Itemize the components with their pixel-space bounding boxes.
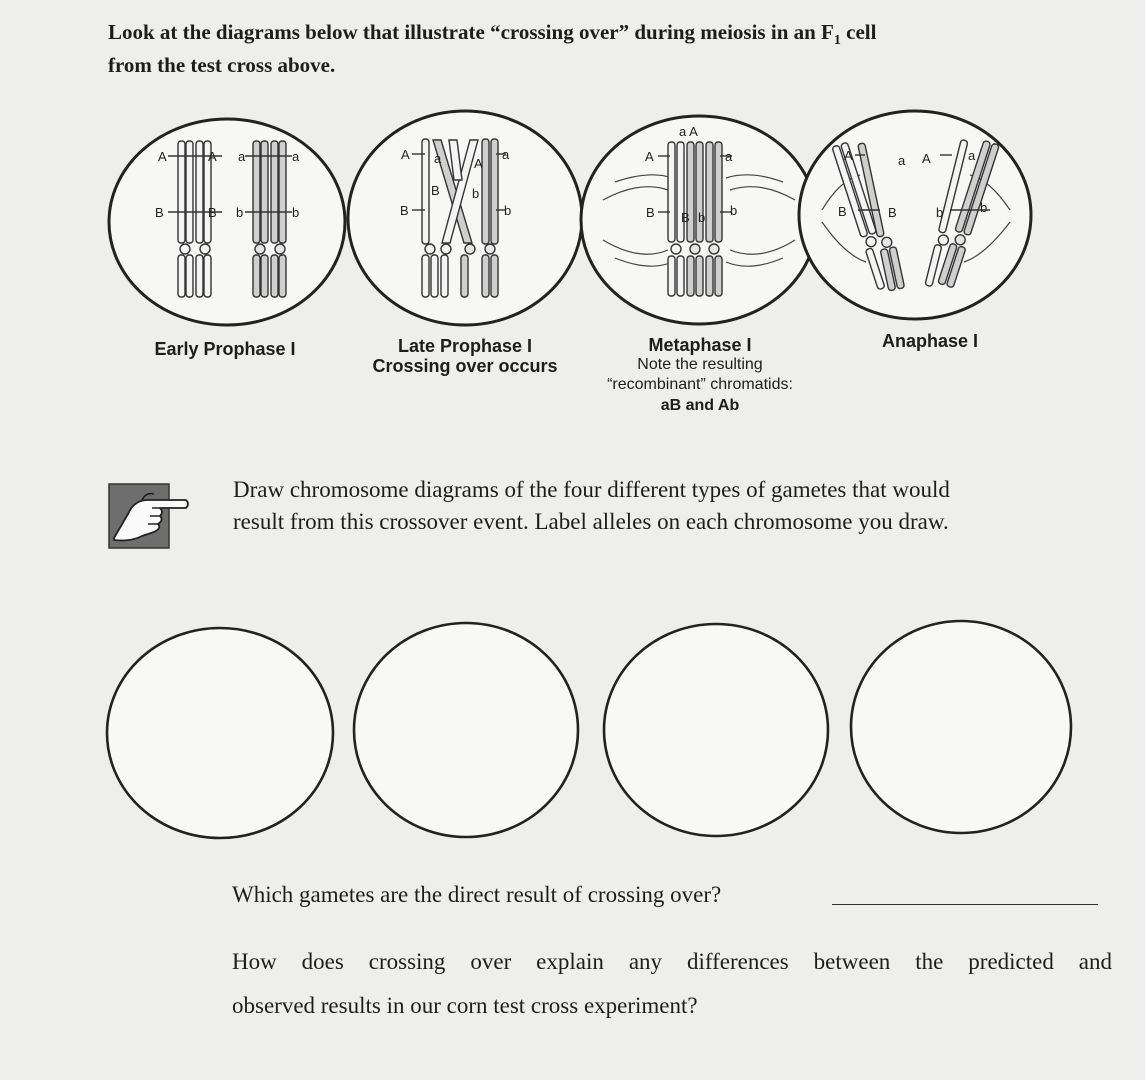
allele-label: a — [502, 147, 510, 162]
allele-label: b — [730, 203, 738, 218]
cell-anaphase — [799, 111, 1031, 319]
allele-label: b — [292, 205, 300, 220]
allele-label: B — [431, 183, 440, 198]
instruction-line-1: Draw chromosome diagrams of the four different types of gametes that would — [233, 477, 950, 502]
allele-label: A — [844, 148, 853, 163]
stage-title: Metaphase I — [648, 335, 752, 355]
allele-label: a — [725, 149, 733, 164]
stage-title: Anaphase I — [881, 331, 979, 351]
intro-text — [108, 20, 1028, 77]
allele-label: B — [681, 210, 690, 225]
cell-early-prophase — [109, 119, 345, 325]
stage-label-late-prophase — [355, 336, 575, 376]
question-2-line-2: observed results in our corn test cross experiment? — [232, 993, 698, 1018]
allele-label: b — [698, 210, 706, 225]
stage-note-recombinants: aB and Ab — [660, 397, 740, 414]
meiosis-diagram — [0, 100, 1145, 340]
intro-line-1 — [108, 20, 1028, 53]
intro-line-1-end: cell — [840, 20, 877, 44]
allele-label: B — [208, 205, 217, 220]
intro-line-2: from the test cross above. — [108, 53, 336, 77]
instruction-text — [233, 474, 1083, 538]
allele-label: b — [472, 186, 480, 201]
allele-label: A — [474, 156, 483, 171]
question-1: Which gametes are the direct result of crossing over? — [232, 882, 722, 907]
instruction-line-2: result from this crossover event. Label alleles on each chromosome you draw. — [233, 509, 949, 534]
question-2-line-1: How does crossing over explain any differences between the predicted and — [232, 949, 1112, 974]
allele-label: b — [936, 205, 944, 220]
allele-label: a — [968, 148, 976, 163]
gamete-circle-3[interactable] — [604, 624, 828, 836]
allele-label: a — [238, 149, 246, 164]
allele-label: A — [208, 149, 217, 164]
stage-label-metaphase — [580, 335, 820, 417]
stage-title: Late Prophase I — [397, 336, 533, 356]
stage-subtitle: Crossing over occurs — [372, 356, 558, 376]
allele-label: B — [838, 204, 847, 219]
gamete-circles — [0, 610, 1145, 850]
cell-late-prophase — [348, 111, 582, 325]
allele-label: B — [155, 205, 164, 220]
allele-label: a A — [679, 124, 698, 139]
cell-metaphase — [581, 116, 817, 324]
stage-note: Note the resulting — [637, 356, 763, 373]
allele-label: A — [922, 151, 931, 166]
stage-label-anaphase — [840, 331, 1020, 351]
allele-label: a — [292, 149, 300, 164]
allele-label: A — [645, 149, 654, 164]
allele-label: a — [898, 153, 906, 168]
allele-label: b — [236, 205, 244, 220]
allele-label: B — [400, 203, 409, 218]
allele-label: a — [434, 151, 442, 166]
allele-label: A — [401, 147, 410, 162]
gamete-circle-4[interactable] — [851, 621, 1071, 833]
answer-line-1[interactable] — [832, 904, 1098, 905]
pointing-hand-icon — [108, 478, 190, 550]
intro-subscript: 1 — [833, 33, 841, 48]
stage-label-early-prophase — [125, 339, 325, 359]
gamete-circle-1[interactable] — [107, 628, 333, 838]
allele-label: B — [646, 205, 655, 220]
allele-label: b — [504, 203, 512, 218]
stage-note: “recombinant” chromatids: — [607, 376, 793, 393]
allele-label: A — [158, 149, 167, 164]
stage-title: Early Prophase I — [154, 339, 296, 359]
allele-label: B — [888, 205, 897, 220]
intro-line-1-text: Look at the diagrams below that illustrate “crossing over” during meiosis in an F — [108, 20, 834, 44]
allele-label: b — [980, 200, 988, 215]
gamete-circle-2[interactable] — [354, 623, 578, 837]
